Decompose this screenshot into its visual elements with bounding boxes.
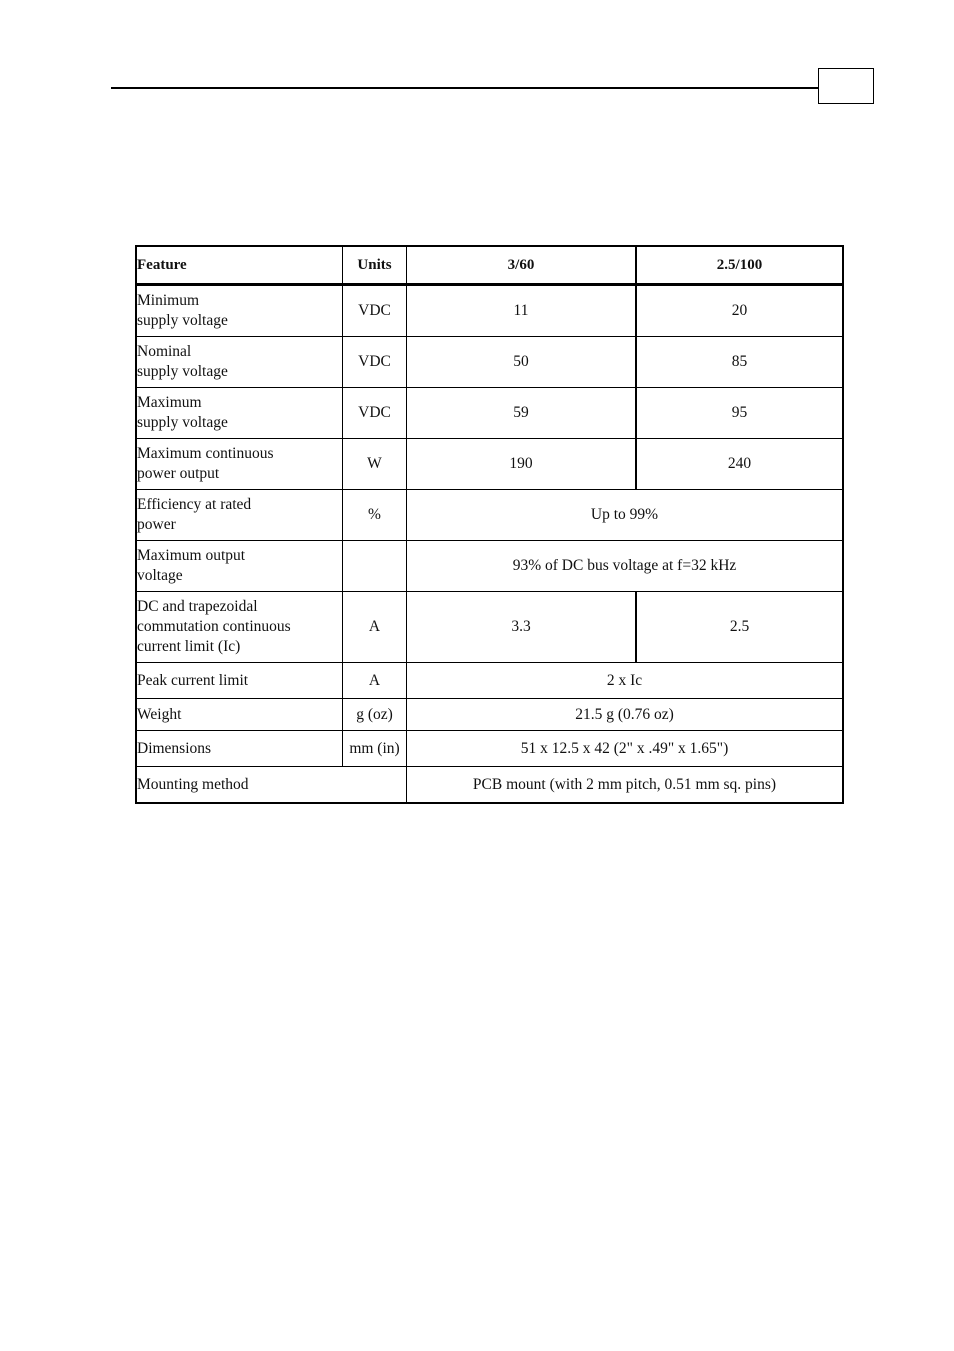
feature-text: Mounting method <box>137 775 249 793</box>
feature-text: supply voltage <box>137 363 228 380</box>
feature-text: supply voltage <box>137 312 228 329</box>
feature-text: commutation continuous <box>137 618 291 635</box>
value-cell-shared: PCB mount (with 2 mm pitch, 0.51 mm sq. pins) <box>407 767 844 804</box>
value-cell-3-60: 190 <box>407 439 637 490</box>
value-cell-shared: 51 x 12.5 x 42 (2" x .49" x 1.65") <box>407 731 844 767</box>
feature-cell <box>136 731 343 767</box>
value-cell-2-5-100: 20 <box>636 285 843 337</box>
feature-text: Maximum <box>137 394 202 411</box>
value-cell-3-60: 3.3 <box>407 592 637 663</box>
units-cell: W <box>343 439 407 490</box>
feature-text: Maximum output <box>137 547 246 564</box>
units-cell: mm (in) <box>343 731 407 767</box>
table-row <box>136 663 843 699</box>
table-row <box>136 490 843 541</box>
feature-cell <box>136 337 343 388</box>
feature-cell <box>136 767 407 804</box>
value-cell-2-5-100: 85 <box>636 337 843 388</box>
feature-text: supply voltage <box>137 414 228 431</box>
value-cell-shared: 2 x Ic <box>407 663 844 699</box>
table-row <box>136 592 843 663</box>
table-row <box>136 388 843 439</box>
page-number-box <box>818 68 874 104</box>
column-header-2-5-100: 2.5/100 <box>636 246 843 285</box>
units-cell: g (oz) <box>343 699 407 731</box>
table-row <box>136 699 843 731</box>
value-cell-shared: 93% of DC bus voltage at f=32 kHz <box>407 541 844 592</box>
feature-cell <box>136 490 343 541</box>
specifications-table <box>135 245 844 804</box>
value-cell-3-60: 59 <box>407 388 637 439</box>
units-cell: VDC <box>343 388 407 439</box>
feature-cell <box>136 439 343 490</box>
units-cell: A <box>343 592 407 663</box>
table-row <box>136 285 843 337</box>
column-header-3-60: 3/60 <box>407 246 637 285</box>
table-row <box>136 439 843 490</box>
feature-text: power output <box>137 465 220 482</box>
feature-cell <box>136 285 343 337</box>
table-row <box>136 731 843 767</box>
column-header-units: Units <box>343 246 407 285</box>
feature-text: Peak current limit <box>137 671 249 689</box>
units-cell <box>343 541 407 592</box>
feature-cell <box>136 388 343 439</box>
feature-text: Weight <box>137 705 182 723</box>
units-cell: A <box>343 663 407 699</box>
value-cell-2-5-100: 240 <box>636 439 843 490</box>
value-cell-2-5-100: 95 <box>636 388 843 439</box>
units-cell: % <box>343 490 407 541</box>
value-cell-shared: Up to 99% <box>407 490 844 541</box>
feature-cell <box>136 663 343 699</box>
feature-cell <box>136 699 343 731</box>
feature-text: power <box>137 516 176 533</box>
table-row <box>136 337 843 388</box>
feature-text: DC and trapezoidal <box>137 598 258 615</box>
value-cell-3-60: 11 <box>407 285 637 337</box>
column-header-feature: Feature <box>136 246 343 285</box>
feature-text: current limit (Ic) <box>137 638 241 655</box>
feature-text: Minimum <box>137 292 200 309</box>
feature-text: Nominal <box>137 343 192 360</box>
value-cell-3-60: 50 <box>407 337 637 388</box>
feature-text: Dimensions <box>137 739 212 757</box>
table-row <box>136 767 843 804</box>
header-rule <box>111 87 819 89</box>
units-cell: VDC <box>343 337 407 388</box>
feature-cell <box>136 541 343 592</box>
feature-text: Efficiency at rated <box>137 496 252 513</box>
table-row <box>136 541 843 592</box>
table-header-row <box>136 246 843 285</box>
value-cell-shared: 21.5 g (0.76 oz) <box>407 699 844 731</box>
feature-cell <box>136 592 343 663</box>
value-cell-2-5-100: 2.5 <box>636 592 843 663</box>
units-cell: VDC <box>343 285 407 337</box>
feature-text: Maximum continuous <box>137 445 274 462</box>
feature-text: voltage <box>137 567 183 584</box>
